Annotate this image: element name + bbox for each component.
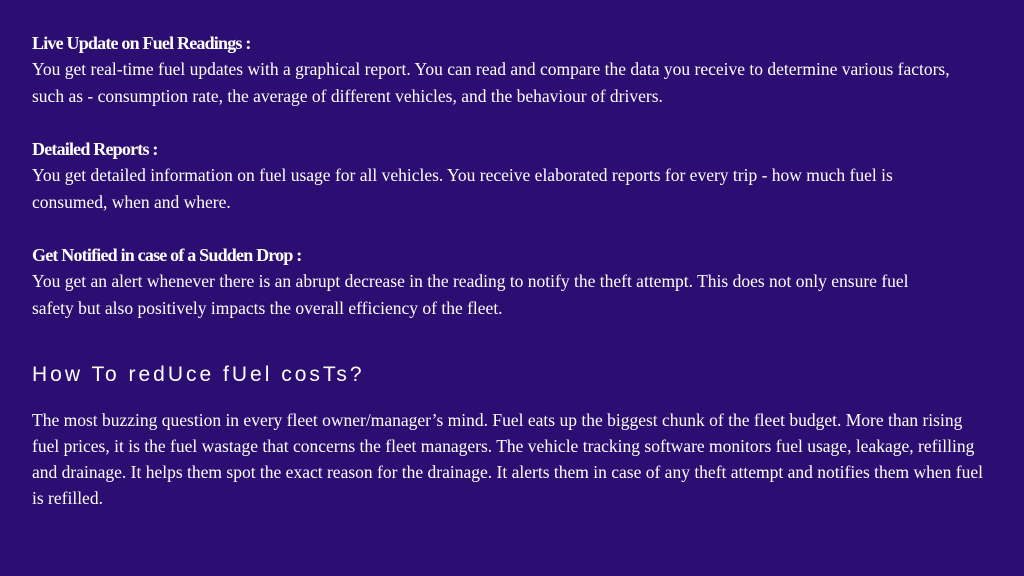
section-heading: Get Notified in case of a Sudden Drop : [32, 245, 302, 265]
section-sudden-drop [32, 242, 992, 321]
section-body: You get detailed information on fuel usage for all vehicles. You receive elaborated reports for every trip - how much fuel is consumed, when and where. [32, 165, 893, 212]
section-live-update [32, 30, 992, 109]
question-heading: How To redUce fUel cosTs? [32, 363, 365, 386]
section-body: You get real-time fuel updates with a graphical report. You can read and compare the data you receive to determine various factors, such as - consumption rate, the average of different vehicles, and the behaviour of drivers. [32, 59, 950, 106]
section-heading: Detailed Reports : [32, 139, 158, 159]
section-heading: Live Update on Fuel Readings : [32, 33, 251, 53]
section-body: You get an alert whenever there is an abrupt decrease in the reading to notify the theft attempt. This does not only ensure fuel safety but also positively impacts the overall efficiency of the fleet. [32, 271, 909, 318]
question-body: The most buzzing question in every fleet owner/manager’s mind. Fuel eats up the biggest chunk of the fleet budget. More than rising fuel prices, it is the fuel wastage that concerns the fleet managers. The vehicle tracking software monitors fuel usage, leakage, refilling and drainage. It helps them spot the exact reason for the drainage. It alerts them in case of any theft attempt and notifies them when fuel is refilled. [32, 410, 983, 508]
section-reduce-fuel-costs [32, 407, 992, 511]
section-detailed-reports [32, 136, 992, 215]
